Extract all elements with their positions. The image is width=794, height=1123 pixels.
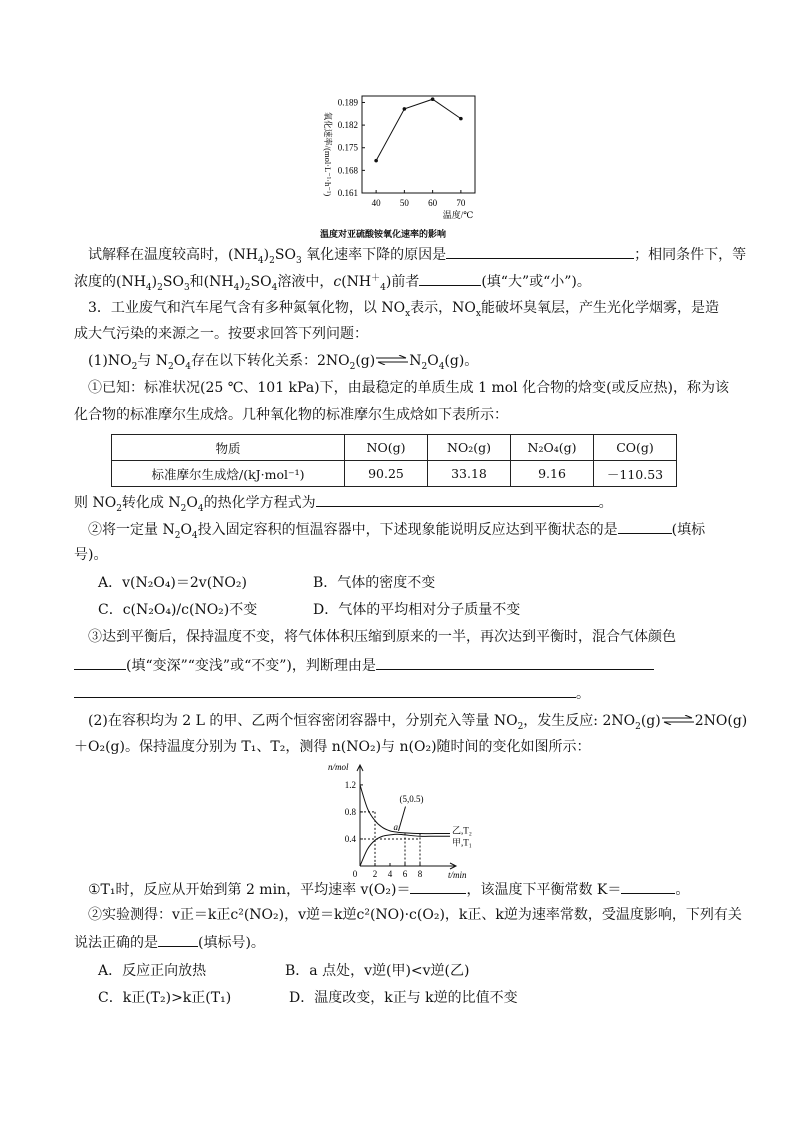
point-a-label: a <box>393 822 398 833</box>
plot-frame <box>362 96 475 193</box>
thermo-equation-line: 则 $NO_2$转化成 $N_2O_4$的热化学方程式为 。 <box>74 492 613 513</box>
legend-yi-t2: 乙,T₂ <box>452 825 472 836</box>
table-cell: 90.25 <box>345 461 428 487</box>
part2-line-1: (2)在容积均为 2 L 的甲、乙两个恒容密闭容器中，分别充入等量 $NO_2$，发生反应: $2NO_2(g)$ 2NO(g) <box>88 713 748 732</box>
x-tick-label: 8 <box>417 869 423 879</box>
x-tick-label: 4 <box>387 869 393 879</box>
y-tick-label: 0.182 <box>337 120 358 131</box>
part-iii-line-1: ③达到平衡后，保持温度不变，将气体体积压缩到原来的一半，再次达到平衡时，混合气体颜色 <box>88 629 676 645</box>
y-axis-label: n/mol <box>328 762 349 772</box>
x-tick-label: 6 <box>402 869 408 879</box>
table-cell: 33.18 <box>428 461 511 487</box>
answer-blank[interactable] <box>621 879 675 894</box>
data-point <box>374 159 378 163</box>
answer-blank[interactable] <box>158 932 198 947</box>
x-tick-label: 60 <box>428 198 438 208</box>
answer-blank[interactable] <box>446 244 634 259</box>
y-tick-label: 0.4 <box>344 833 356 844</box>
data-point <box>459 117 463 121</box>
question-line-1: 试解释在温度较高时，$(NH_4)_2SO_3$ 氧化速率下降的原因是 ；相同条件下，等 <box>88 244 746 265</box>
data-point <box>403 107 407 111</box>
option-d[interactable]: D．温度改变，k正与 k逆的比值不变 <box>289 990 518 1006</box>
equilibrium-arrow-icon <box>661 711 695 731</box>
part-ii-line-2: 号)。 <box>74 547 108 563</box>
option-a[interactable]: A．v(N₂O₄)＝2v(NO₂) <box>98 575 247 591</box>
table-cell: －110.53 <box>594 461 677 487</box>
part-iii-line-2: (填“变深”“变浅”或“不变”)，判断理由是 <box>74 655 654 676</box>
question-b-line-2: 说法正确的是 (填标号)。 <box>74 932 265 953</box>
x-tick-label: 40 <box>371 198 381 208</box>
table-cell: NO₂(g) <box>428 435 511 461</box>
problem3-q1: $(1)NO_2$与 $N_2O_4$存在以下转化关系：$2NO_2(g)$ $N_2O_4(g)$。 <box>88 353 479 372</box>
y-axis-label: 氧化速率/(mol·L⁻¹·h⁻¹) <box>323 111 333 197</box>
answer-blank[interactable] <box>410 879 466 894</box>
answer-blank[interactable] <box>376 655 654 670</box>
table-row <box>112 461 677 487</box>
table-cell: NO(g) <box>345 435 428 461</box>
option-b[interactable]: B．a 点处，v逆(甲)<v逆(乙) <box>285 963 470 979</box>
x-axis-label: 温度/℃ <box>442 210 474 220</box>
data-point <box>431 97 435 101</box>
equilibrium-arrow-icon <box>375 351 409 371</box>
x-tick-label: 50 <box>399 198 409 208</box>
annotation-leader <box>399 807 406 831</box>
y-tick-label: 0.161 <box>337 188 358 198</box>
y-tick-label: 0.175 <box>337 142 358 153</box>
part-iii-line-3: 。 <box>74 683 590 704</box>
option-d[interactable]: D．气体的平均相对分子质量不变 <box>313 602 521 618</box>
table-cell: 9.16 <box>511 461 594 487</box>
part2-line-2: ＋O₂(g)。保持温度分别为 T₁、T₂，测得 n(NO₂)与 n(O₂)随时间的变化如图所示： <box>74 739 591 755</box>
problem3-line-2: 成大气污染的来源之一。按要求回答下列问题： <box>74 326 368 342</box>
question-a-line: ①T₁时，反应从开始到第 2 min，平均速率 v(O₂)＝ ，该温度下平衡常数 K＝ 。 <box>88 879 689 900</box>
point-annotation: (5,0.5) <box>399 793 424 804</box>
table-cell: 标准摩尔生成焓/(kJ·mol⁻¹) <box>112 461 345 487</box>
y-tick-label: 0.189 <box>337 97 358 108</box>
answer-blank[interactable] <box>74 655 126 670</box>
x-axis-label: t/min <box>448 870 467 880</box>
table-row <box>112 435 677 461</box>
x-tick-label: 70 <box>456 198 466 208</box>
question-b-line-1: ②实验测得：v正＝k正c²(NO₂)，v逆＝k逆c²(NO)·c(O₂)，k正、k逆为速率常数，受温度影响，下列有关 <box>88 907 742 923</box>
y-tick-label: 1.2 <box>344 779 356 790</box>
option-c[interactable]: C．c(N₂O₄)/c(NO₂)不变 <box>98 602 258 618</box>
rate-line <box>376 99 461 160</box>
table-cell: CO(g) <box>594 435 677 461</box>
y-tick-label: 0.8 <box>344 806 356 817</box>
x-tick-label: 0 <box>352 869 358 879</box>
question-line-2: 浓度的$(NH_4)_2SO_3$和$(NH_4)_2SO_4$溶液中，$c(NH^+_4)$前者 (填“大”或“小”)。 <box>74 271 591 292</box>
answer-blank[interactable] <box>74 683 576 698</box>
moles-time-chart <box>326 758 490 880</box>
problem3-line-1: 3．工业废气和汽车尾气含有多种氮氧化物，以 $NO_x$表示，$NO_x$能破坏臭氧层，产生光化学烟雾，是造 <box>88 300 719 319</box>
table-cell: N₂O₄(g) <box>511 435 594 461</box>
option-a[interactable]: A．反应正向放热 <box>98 963 207 979</box>
y-tick-label: 0.168 <box>337 165 358 176</box>
part-ii-line-1: ②将一定量 $N_2O_4$投入固定容积的恒温容器中，下述现象能说明反应达到平衡状态的是 (填标 <box>88 519 705 540</box>
option-c[interactable]: C．k正(T₂)>k正(T₁) <box>98 990 232 1006</box>
answer-blank[interactable] <box>316 492 599 507</box>
chart1-caption: 温度对亚硫酸铵氧化速率的影响 <box>320 230 447 240</box>
part-i-line-1: ①已知：标准状况(25 ℃、101 kPa)下，由最稳定的单质生成 1 mol 化合物的焓变(或反应热)，称为该 <box>88 380 730 396</box>
part-i-line-2: 化合物的标准摩尔生成焓。几种氧化物的标准摩尔生成焓如下表所示： <box>74 407 508 423</box>
x-tick-label: 2 <box>372 869 378 879</box>
answer-blank[interactable] <box>618 519 672 534</box>
enthalpy-table <box>111 434 677 487</box>
option-b[interactable]: B．气体的密度不变 <box>313 575 436 591</box>
legend-jia-t1: 甲,T₁ <box>452 837 472 848</box>
oxidation-rate-chart <box>312 92 482 234</box>
answer-blank[interactable] <box>419 271 481 286</box>
table-cell: 物质 <box>112 435 345 461</box>
